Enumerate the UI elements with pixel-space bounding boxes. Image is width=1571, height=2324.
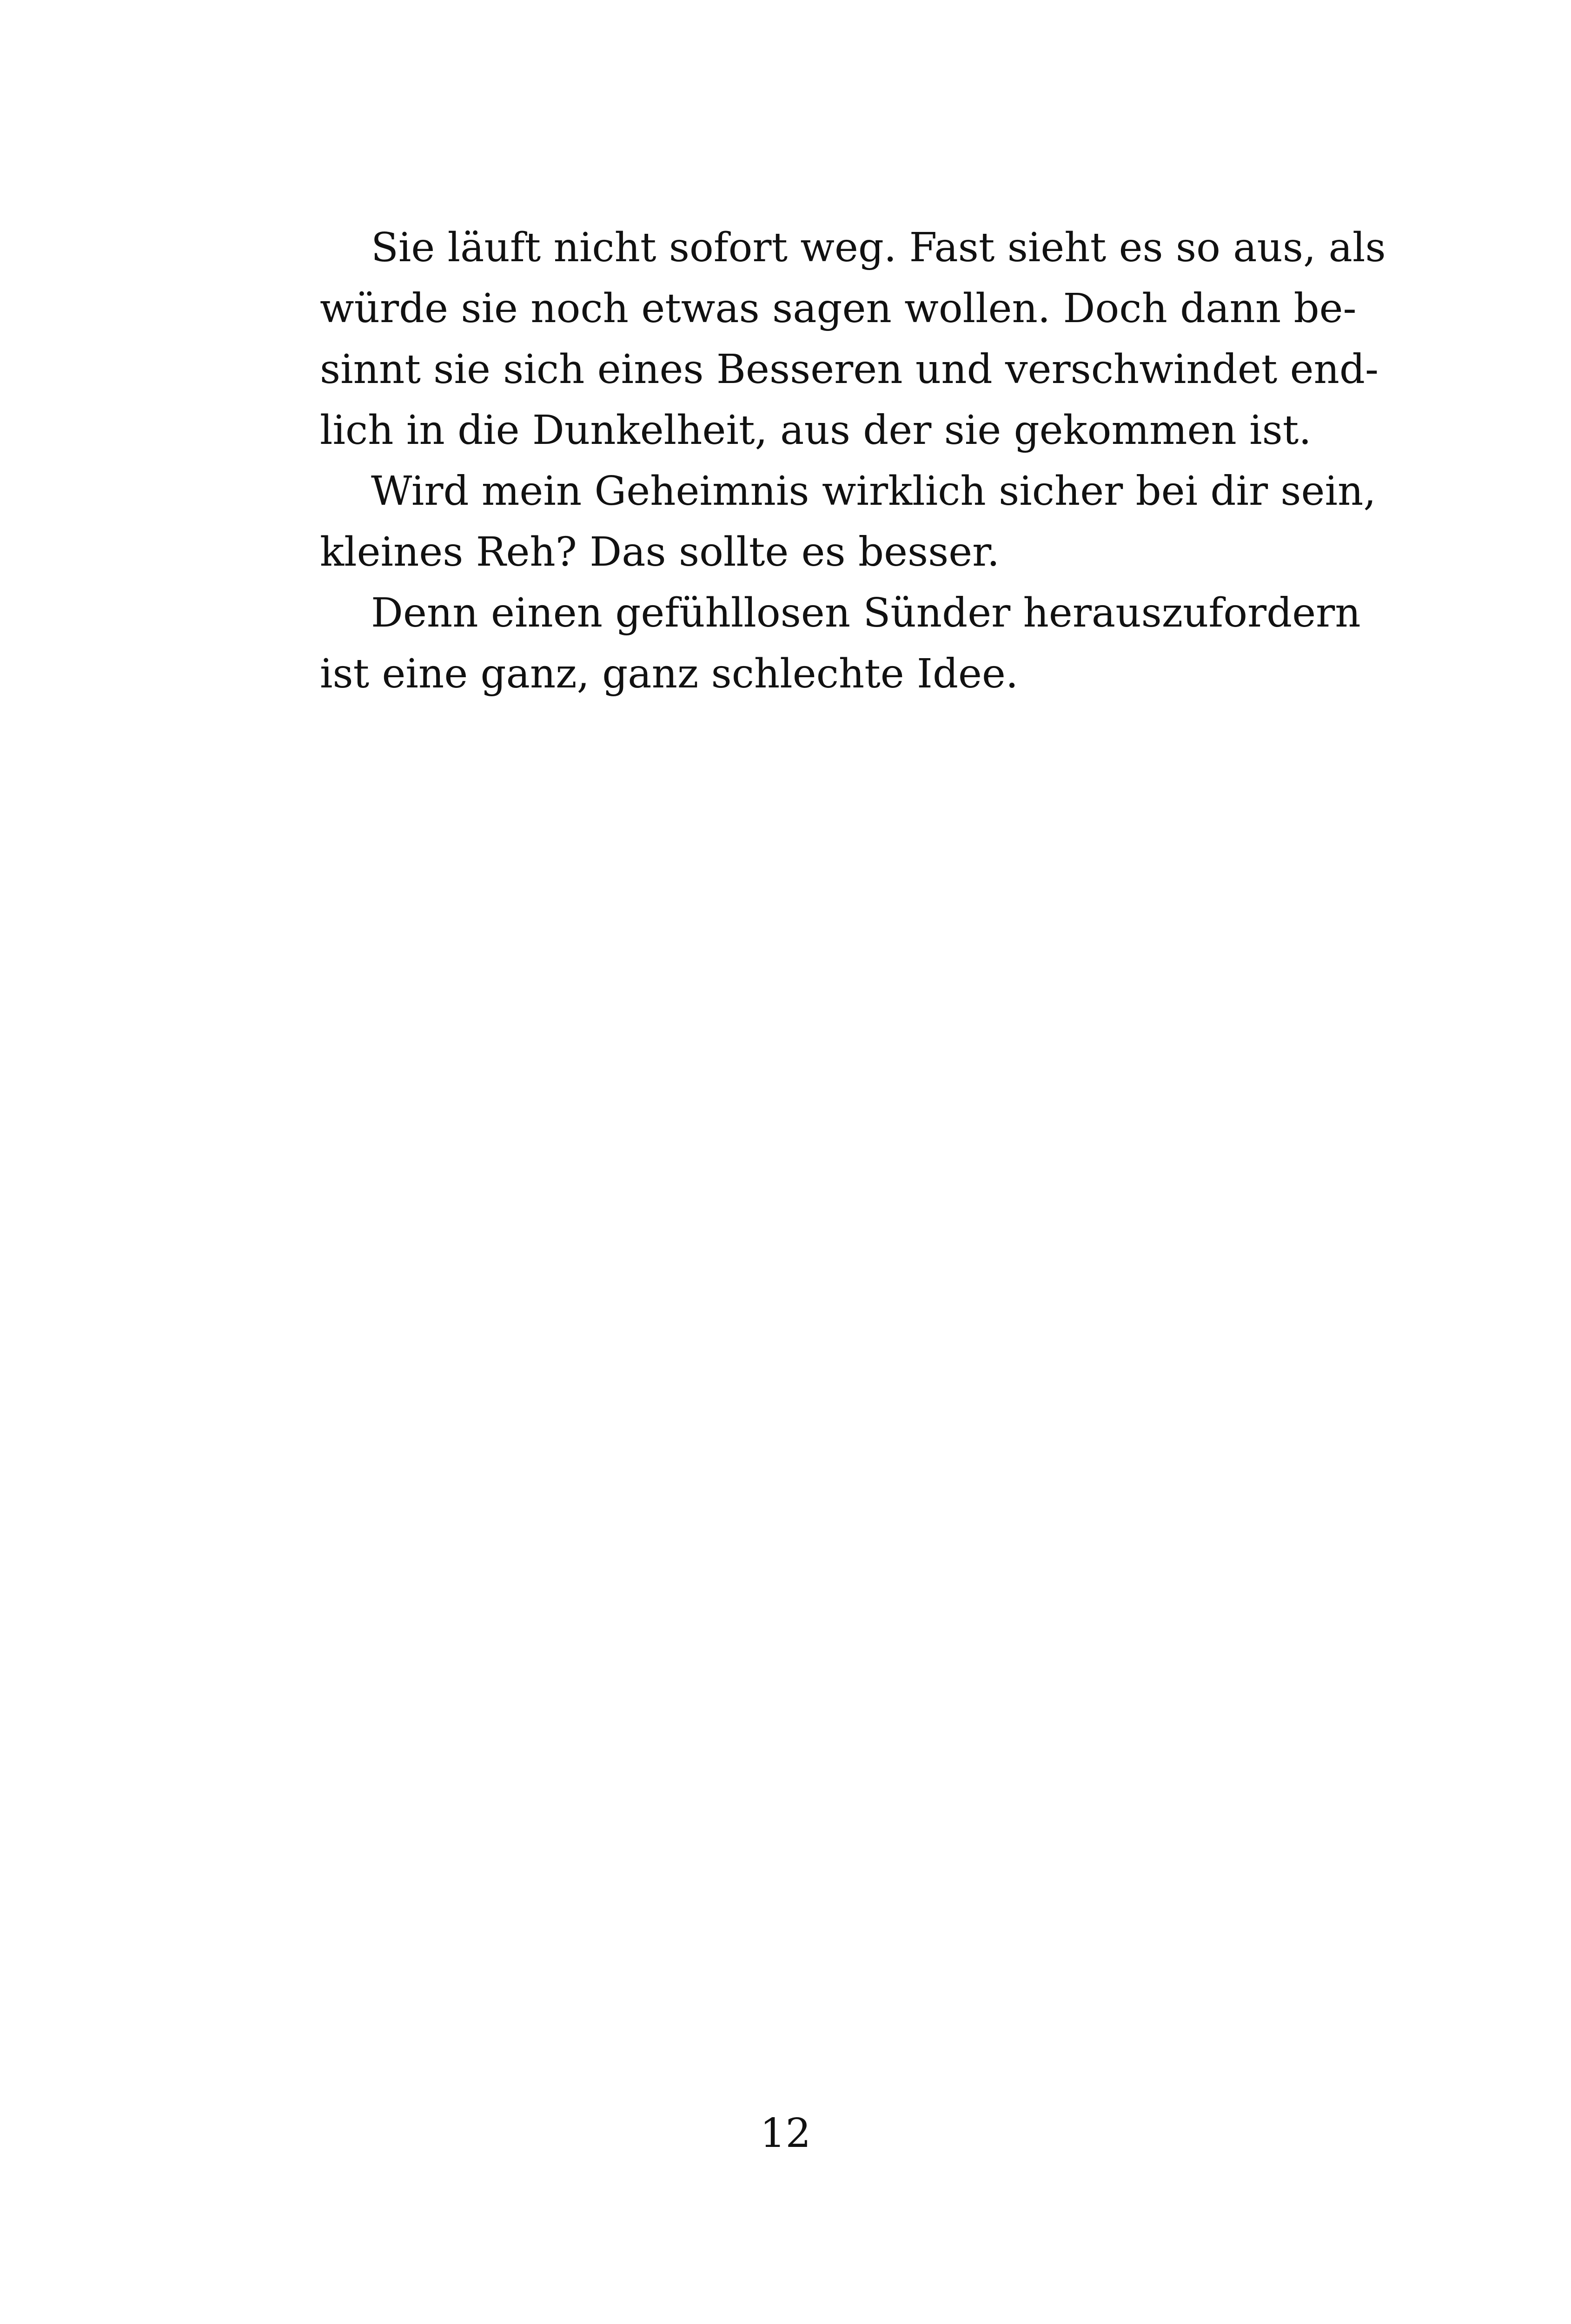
text-line: ist eine ganz, ganz schlechte Idee. xyxy=(320,651,1019,697)
text-line: sinnt sie sich eines Besseren und verschwindet end- xyxy=(320,346,1379,393)
paragraph-1 xyxy=(320,218,1386,461)
page-number: 12 xyxy=(760,2110,811,2157)
text-line: Wird mein Geheimnis wirklich sicher bei dir sein, xyxy=(371,468,1376,515)
text-line: würde sie noch etwas sagen wollen. Doch dann be- xyxy=(320,285,1357,332)
paragraph-2 xyxy=(320,461,1376,583)
text-line: Sie läuft nicht sofort weg. Fast sieht es so aus, als xyxy=(371,224,1386,271)
text-line: lich in die Dunkelheit, aus der sie gekommen ist. xyxy=(320,407,1312,454)
body-text xyxy=(320,218,1386,705)
text-line: kleines Reh? Das sollte es besser. xyxy=(320,529,1000,575)
text-line: Denn einen gefühllosen Sünder herauszufordern xyxy=(371,590,1361,636)
paragraph-3 xyxy=(320,583,1361,705)
